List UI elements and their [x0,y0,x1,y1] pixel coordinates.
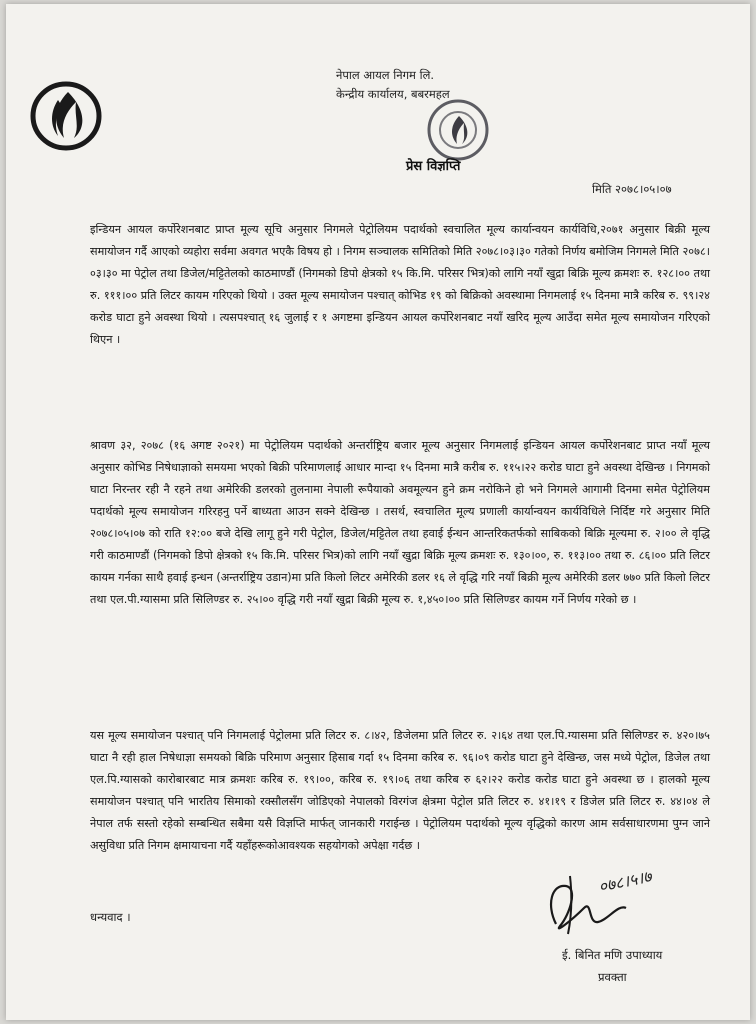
page-title: प्रेस विज्ञप्ति [406,159,461,174]
office-address: केन्द्रीय कार्यालय, बबरमहल [336,87,450,101]
office-stamp-icon [426,98,490,162]
signer-name: ई. बिनित मणि उपाध्याय [562,948,663,962]
noc-logo-icon [24,72,114,164]
signature-date: ०७८।५।७ [596,866,654,897]
closing-thanks: धन्यवाद । [90,910,131,924]
org-name: नेपाल आयल निगम लि. [336,68,435,82]
paragraph-1: इन्डियन आयल कर्पोरेशनबाट प्राप्त मूल्य सूचि अनुसार निगमले पेट्रोलियम पदार्थको स्वचालित मूल्य कार्यान्वयन कार्यविधि,२०७१ अनुसार बिक्री मूल्य समायोजन गर्दै आएको व्यहोरा सर्वमा अवगत भएकै विषय हो । निगम सञ्चालक समितिको मिति २०७८।०३।३० गतेको निर्णय बमोजिम निगमले मिति २०७८।०३।३० मा पेट्रोल तथा डिजेल/मट्टितेलको काठमाण्डौं (निगमको डिपो क्षेत्रको १५ कि.मि. परिसर भित्र)को लागि नयाँ खुद्रा बिक्रि मूल्य क्रमशः रु. १२८।०० तथा रु. १११।०० प्रति लिटर कायम गरिएको थियो । उक्त मूल्य समायोजन पश्चात् कोभिड १९ को बिक्रिको अवस्थामा निगमलाई १५ दिनमा मात्रै करिब रु. ९९।२४ करोड घाटा हुने अवस्था थियो । त्यसपश्चात् १६ जुलाई र १ अगष्टमा इन्डियन आयल कर्पोरेशनबाट नयाँ खरिद मूल्य आउँदा समेत मूल्य समायोजन गरिएको थिएन । [90,223,710,347]
issue-date: मिति २०७८।०५।०७ [592,182,672,196]
paragraph-2: श्रावण ३२, २०७८ (१६ अगष्ट २०२१) मा पेट्रोलियम पदार्थको अन्तर्राष्ट्रिय बजार मूल्य अनुसार निगमलाई इन्डियन आयल कर्पोरेशनबाट प्राप्त नयाँ मूल्य अनुसार कोभिड निषेधाज्ञाको समयमा भएको बिक्री परिमाणलाई आधार मान्दा १५ दिनमा मात्रै करीब रु. ११५।२२ करोड घाटा हुने अवस्था देखिन्छ । निगमको घाटा निरन्तर रही नै रहने तथा अमेरिकी डलरको तुलनामा नेपाली रूपैयाको अवमूल्यन हुने क्रम नरोकिने हो भने निगमले आगामी दिनमा समेत पेट्रोलियम पदार्थको मूल्य समायोजन गरिरहनु पर्ने बाध्यता आउन सक्ने देखिन्छ । तसर्थ, स्वचालित मूल्य प्रणाली कार्यान्वयन कार्यविधिले निर्दिष्ट गरे अनुसार मिति २०७८।०५।०७ को राति १२:०० बजे देखि लागू हुने गरी पेट्रोल, डिजेल/मट्टितेल तथा हवाई ईन्धन आन्तरिकतर्फको साबिकको बिक्रि मूल्यमा रु. २।०० ले वृद्धि गरी काठमाण्डौं (निगमको डिपो क्षेत्रको १५ कि.मि. परिसर भित्र)को लागि नयाँ खुद्रा बिक्रि मूल्य क्रमशः रु. १३०।००, रु. ११३।०० तथा रु. ८६।०० प्रति लिटर कायम गर्नका साथै हवाई इन्धन (अन्तर्राष्ट्रिय उडान)मा प्रति किलो लिटर अमेरिकी डलर १६ ले वृद्धि गरि नयाँ बिक्री मूल्य अमेरिकी डलर ७७० प्रति किलो लिटर तथा एल.पी.ग्यासमा प्रति सिलिण्डर रु. २५।०० वृद्धि गरी नयाँ खुद्रा बिक्री मूल्य रु. १,४५०।०० प्रति सिलिण्डर कायम गर्ने निर्णय गरेको छ । [90,439,710,607]
signer-title: प्रवक्ता [598,970,627,984]
paragraph-3: यस मूल्य समायोजन पश्चात् पनि निगमलाई पेट्रोलमा प्रति लिटर रु. ८।४२, डिजेलमा प्रति लिटर रु. २।६४ तथा एल.पि.ग्यासमा प्रति सिलिण्डर रु. ४२०।७५ घाटा नै रही हाल निषेधाज्ञा समयको बिक्रि परिमाण अनुसार हिसाब गर्दा १५ दिनमा करिब रु. ९६।०९ करोड घाटा हुने देखिन्छ, जस मध्ये पेट्रोल, डिजेल तथा एल.पि.ग्यासको कारोबारबाट मात्र क्रमशः करिब रु. १९।००, करिब रु. १९।०६ तथा करिब रु ६२।२२ करोड करोड घाटा हुने अवस्था छ । हालको मूल्य समायोजन पश्चात् पनि भारतिय सिमाको रक्सौलसँग जोडिएको नेपालको विरगंज क्षेत्रमा पेट्रोल प्रति लिटर रु. ४१।१९ र डिजेल प्रति लिटर रु. ४४।०४ ले नेपाल तर्फ सस्तो रहेको सम्बन्धित सबैमा यसै विज्ञप्ति मार्फत् जानकारी गराईन्छ । पेट्रोलियम पदार्थको मूल्य वृद्धिको कारण आम सर्वसाधारणमा पुग्न जाने असुविधा प्रति निगम क्षमायाचना गर्दै यहाँहरूकोआवश्यक सहयोगको अपेक्षा गर्दछ । [90,729,710,853]
press-release-page [6,4,750,1020]
